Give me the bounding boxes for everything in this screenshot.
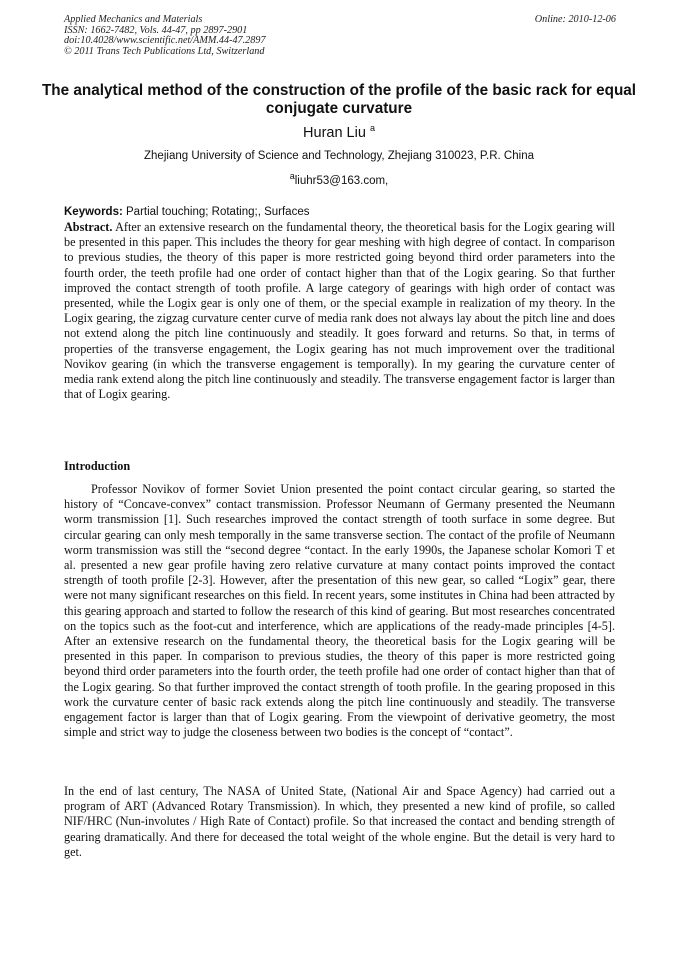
author-name: Huran Liu bbox=[303, 124, 366, 141]
copyright-line: © 2011 Trans Tech Publications Ltd, Switzerland bbox=[64, 45, 265, 57]
keywords-text: Partial touching; Rotating;, Surfaces bbox=[126, 206, 310, 218]
keywords bbox=[64, 206, 624, 218]
email-mark: a bbox=[289, 171, 295, 181]
journal-name: Applied Mechanics and Materials bbox=[64, 14, 203, 25]
issn-line: ISSN: 1662-7482, Vols. 44-47, pp 2897-2901 bbox=[64, 24, 248, 36]
abstract bbox=[64, 220, 615, 402]
introduction-paragraph-2: In the end of last century, The NASA of United State, (National Air and Space Agency) had carried out a program of ART (Advanced Rotary Transmission). In which, they presented a new kind of profile, so called NIF/HRC (Nun-involutes / High Rate of Contact) profile. So that increased the contact and bending strength of gearing dramatically. And there for deceased the total weight of the whole engine. But the detail is very hard to get. bbox=[64, 784, 615, 859]
introduction-heading: Introduction bbox=[64, 459, 131, 473]
online-date: Online: 2010-12-06 bbox=[534, 14, 616, 25]
abstract-text: After an extensive research on the fundamental theory, the theoretical basis for the Logix gearing will be presented in this paper. This includes the theory for gear meshing with high degree of contact. In comparison to previous studies, the theory of this paper is more restricted going beyond third order parameters into the fourth order, the teeth profile had one order of contact higher than that of the Logix gearing. So that further improved the contact strength of tooth profile. A large category of gearings with high order of contact was presented, while the Logix gear is only one of them, or the special example in realization of my theory. In the Logix gearing, the zigzag curvature center curve of media rank does not always lay about the pitch line and does not extend along the pitch line continuously and steadily. It goes forward and returns. So that, in terms of properties of the transverse engagement, the Logix gearing has not much improvement over the traditional Novikov gearing (in which the transverse engagement is temporally). In my gearing the curvature center of media rank extend along the pitch line continuously and steadily. The transverse engagement factor is larger than that of Logix gearing. bbox=[64, 220, 616, 402]
paper-title: The analytical method of the construction of the profile of the basic rack for equal conjugate curvature bbox=[41, 82, 637, 117]
journal-header bbox=[64, 15, 616, 57]
doi-line: doi:10.4028/www.scientific.net/AMM.44-47.2897 bbox=[64, 35, 266, 47]
abstract-label: Abstract. bbox=[64, 220, 113, 234]
keywords-label: Keywords: bbox=[64, 206, 123, 218]
affiliation: Zhejiang University of Science and Technology, Zhejiang 310023, P.R. China bbox=[144, 150, 534, 162]
author bbox=[0, 123, 678, 141]
author-affiliation-mark: a bbox=[369, 123, 375, 133]
introduction-paragraph-1: Professor Novikov of former Soviet Union presented the point contact circular gearing, so started the history of “Concave-convex” contact transmission. Professor Neumann of Germany presented the Neumann worm transmission [1]. Such researches improved the contact strength of tooth surface in some degree. But circular gearing can only mesh temporally in the same transverse section. The contact of the profile of Neumann worm transmission was still the “second degree “contact. In the early 1990s, the Japanese scholar Komori T et al. presented a new gear profile having zero relative curvature at many contact points improved the contact strength of tooth profile [2-3]. However, after the presentation of this new gear, so called “Logix” gear, there were not many significant researches on this field. In recent years, some institutes in China had been attracted by this gearing approach and started to follow the research of this kind of gearing. But most researches concentrated on the topics such as the foot-cut and interference, which are applications of the ready-made principles [4-5]. After an extensive research on the fundamental theory, the theoretical basis for the Logix gearing will be presented in this paper. In comparison to previous studies, the theory of this paper is more restricted going beyond third order parameters into the fourth order, the teeth profile had one order of contact higher than that of the Logix gearing. So that further improved the contact strength of tooth profile. In the gearing proposed in this work the curvature center of basic rack extends along the pitch line continuously and steadily. The transverse engagement factor is larger than that of Logix gearing. From the viewpoint of derivative geometry, the most simple and strict way to judge the closeness between two bodies is the concept of “contact”. bbox=[64, 482, 615, 740]
email-line bbox=[0, 171, 678, 187]
email-address: liuhr53@163.com, bbox=[294, 174, 389, 187]
